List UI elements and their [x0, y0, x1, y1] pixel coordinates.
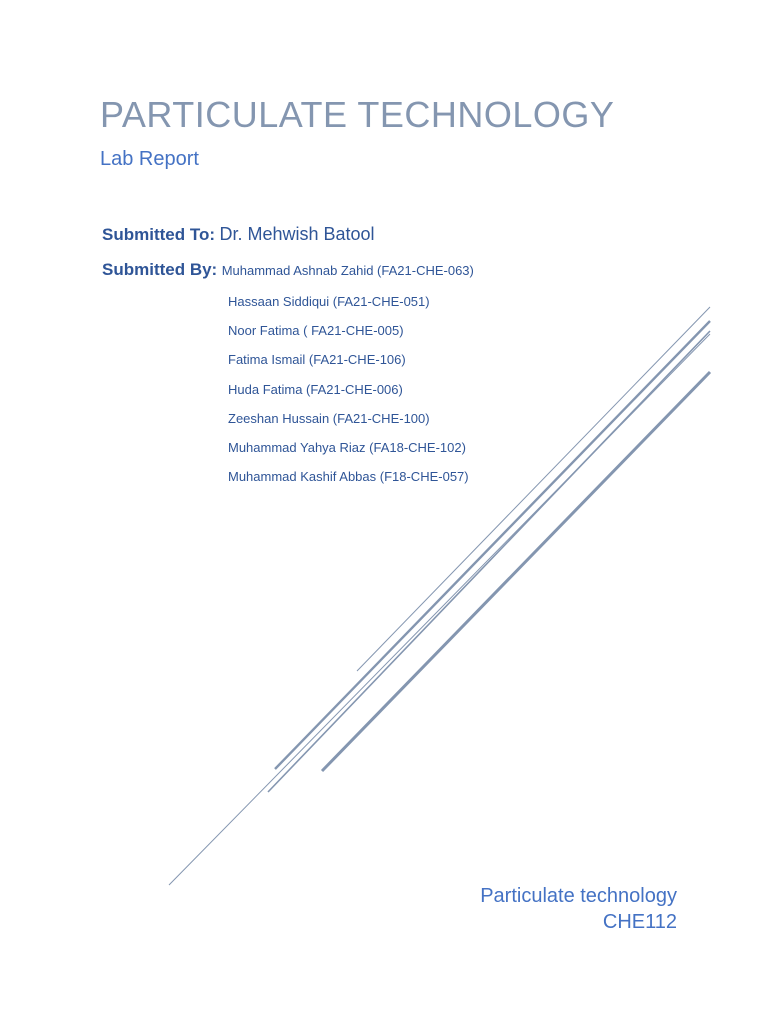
- diagonal-line: [357, 307, 710, 671]
- submitted-by-label: Submitted By:: [102, 260, 218, 279]
- diagonal-line: [322, 372, 710, 771]
- list-item: Noor Fatima ( FA21-CHE-005): [228, 323, 404, 339]
- course-code: CHE112: [602, 911, 677, 933]
- list-item: Fatima Ismail (FA21-CHE-106): [228, 352, 406, 368]
- list-item: Huda Fatima (FA21-CHE-006): [228, 381, 403, 397]
- list-item: Muhammad Kashif Abbas (F18-CHE-057): [228, 469, 469, 485]
- course-info: [480, 883, 677, 935]
- list-item: Muhammad Yahya Riaz (FA18-CHE-102): [228, 439, 466, 455]
- document-title: PARTICULATE TECHNOLOGY: [100, 94, 615, 135]
- course-name: Particulate technology: [480, 885, 677, 907]
- list-item: Zeeshan Hussain (FA21-CHE-100): [228, 410, 430, 426]
- submitted-to-label: Submitted To:: [102, 225, 215, 244]
- submitted-to-name: Dr. Mehwish Batool: [219, 224, 375, 244]
- diagonal-line: [275, 321, 710, 769]
- diagonal-line: [268, 331, 710, 792]
- document-subtitle: Lab Report: [100, 148, 199, 170]
- submitted-by-first-member: Muhammad Ashnab Zahid (FA21-CHE-063): [221, 263, 474, 278]
- list-item: Hassaan Siddiqui (FA21-CHE-051): [228, 294, 430, 309]
